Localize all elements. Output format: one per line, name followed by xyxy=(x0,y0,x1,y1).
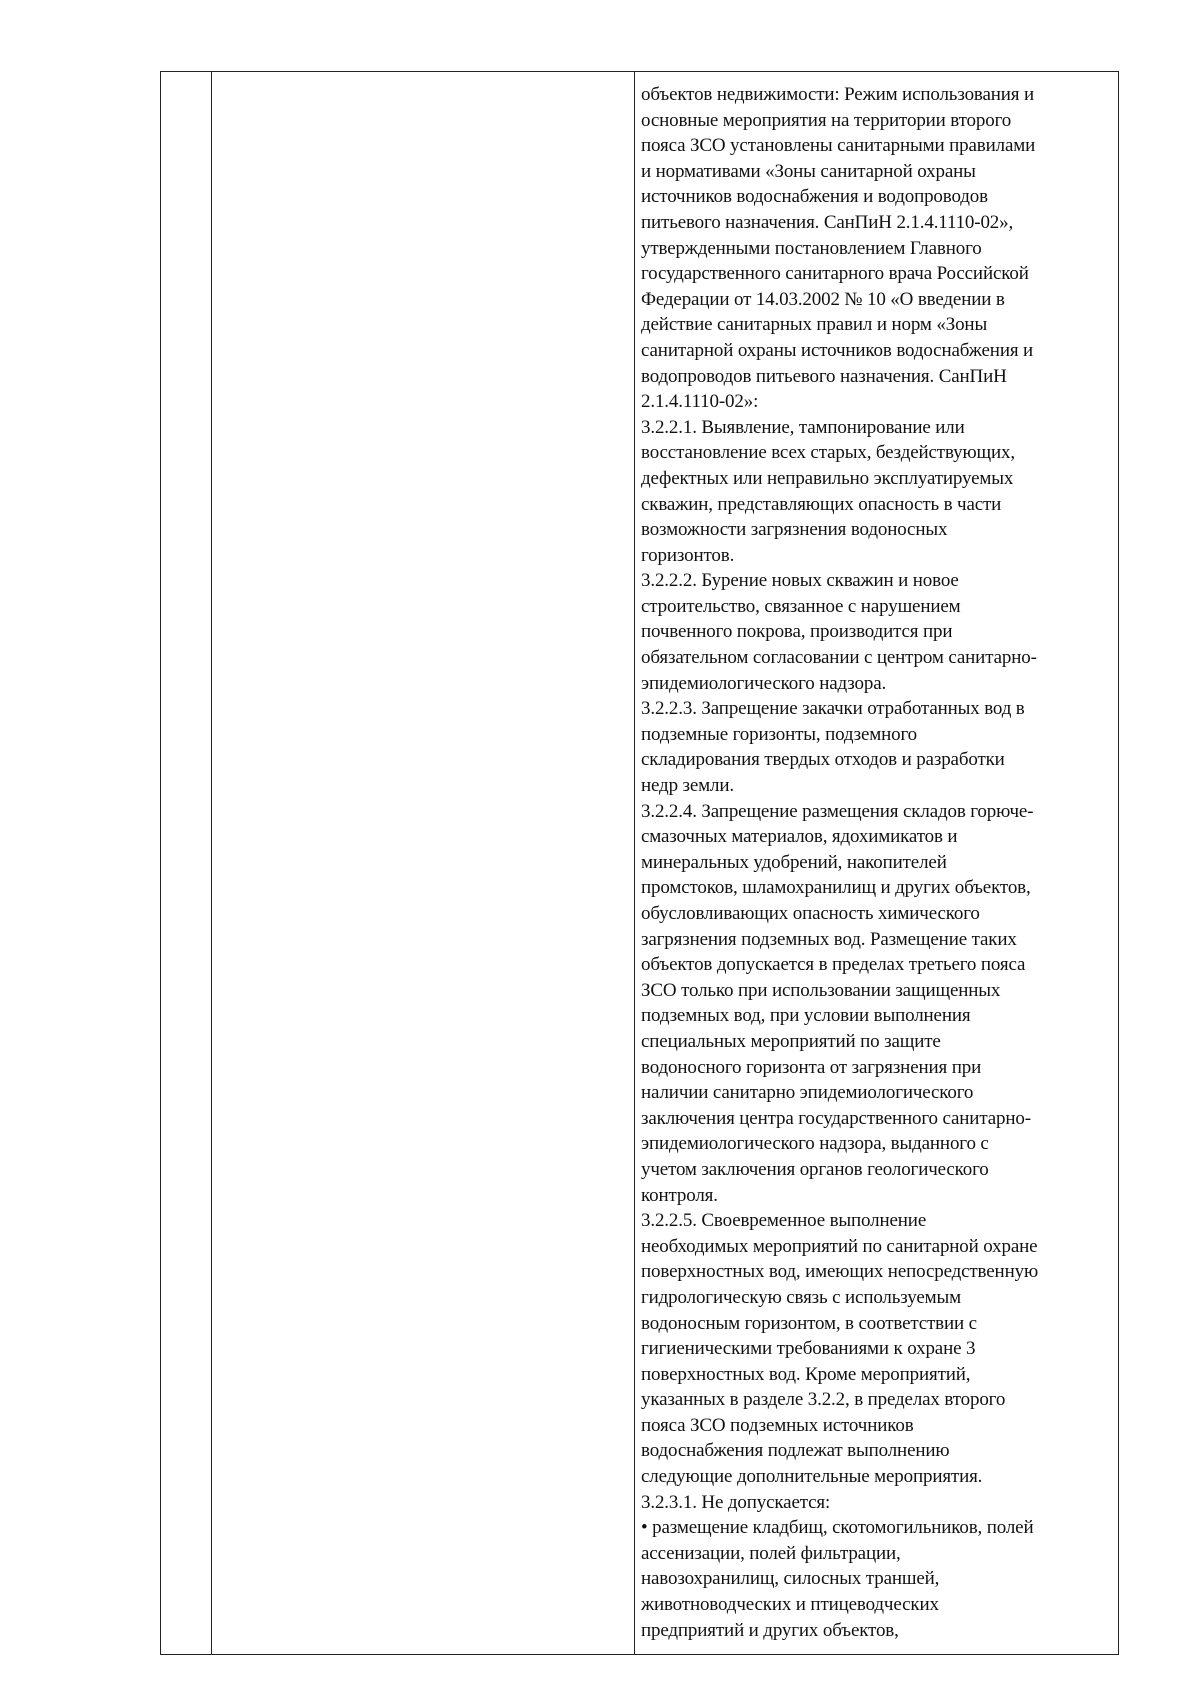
text-line: скважин, представляющих опасность в части xyxy=(641,493,1002,515)
text-line: гигиеническими требованиями к охране 3 xyxy=(641,1338,976,1360)
text-line: утвержденными постановлением Главного xyxy=(641,237,982,259)
text-line: и нормативами «Зоны санитарной охраны xyxy=(641,160,976,182)
text-line: загрязнения подземных вод. Размещение таких xyxy=(641,928,1017,950)
text-line: гидрологическую связь с используемым xyxy=(641,1286,961,1308)
text-line: необходимых мероприятий по санитарной охране xyxy=(641,1235,1038,1257)
text-line: основные мероприятия на территории второго xyxy=(641,109,1012,131)
text-line: санитарной охраны источников водоснабжения и xyxy=(641,339,1034,361)
text-line: объектов недвижимости: Режим использования и xyxy=(641,84,1035,105)
text-line: питьевого назначения. СанПиН 2.1.4.1110-02», xyxy=(641,211,1014,233)
text-line: объектов допускается в пределах третьего пояса xyxy=(641,954,1026,976)
text-line: действие санитарных правил и норм «Зоны xyxy=(641,314,988,336)
text-line: дефектных или неправильно эксплуатируемых xyxy=(641,467,1014,489)
text-line: ассенизации, полей фильтрации, xyxy=(641,1542,901,1564)
text-line: заключения центра государственного санитарно- xyxy=(641,1107,1031,1129)
text-line: водоносного горизонта от загрязнения при xyxy=(641,1056,982,1078)
text-line: минеральных удобрений, накопителей xyxy=(641,851,947,873)
text-line: 3.2.2.4. Запрещение размещения складов горюче- xyxy=(641,800,1034,822)
text-line: ЗСО только при использовании защищенных xyxy=(641,979,1001,1001)
text-line: возможности загрязнения водоносных xyxy=(641,519,948,541)
text-line: предприятий и других объектов, xyxy=(641,1619,899,1641)
text-line: специальных мероприятий по защите xyxy=(641,1030,941,1052)
text-line: обязательном согласовании с центром санитарно- xyxy=(641,647,1037,669)
text-line: эпидемиологического надзора, выданного с xyxy=(641,1133,989,1155)
text-line: 3.2.2.2. Бурение новых скважин и новое xyxy=(641,570,959,592)
text-line: пояса ЗСО установлены санитарными правилами xyxy=(641,135,1036,157)
text-line: эпидемиологического надзора. xyxy=(641,672,887,694)
text-line: подземные горизонты, подземного xyxy=(641,723,918,745)
text-line: 2.1.4.1110-02»: xyxy=(641,391,759,413)
text-line: Федерации от 14.03.2002 № 10 «О введении в xyxy=(641,288,1005,310)
document-table xyxy=(160,71,1119,1655)
text-line: навозохранилищ, силосных траншей, xyxy=(641,1568,940,1590)
text-line: поверхностных вод, имеющих непосредственную xyxy=(641,1261,1038,1283)
text-line: водоносным горизонтом, в соответствии с xyxy=(641,1312,977,1334)
text-line: учетом заключения органов геологического xyxy=(641,1158,989,1180)
text-line: пояса ЗСО подземных источников xyxy=(641,1414,914,1436)
text-line: следующие дополнительные мероприятия. xyxy=(641,1466,983,1488)
text-line: водоснабжения подлежат выполнению xyxy=(641,1440,950,1462)
text-line: подземных вод, при условии выполнения xyxy=(641,1005,971,1027)
text-line: восстановление всех старых, бездействующих, xyxy=(641,442,1015,464)
text-line: государственного санитарного врача Российской xyxy=(641,263,1029,285)
text-line: складирования твердых отходов и разработки xyxy=(641,749,1005,771)
text-line: животноводческих и птицеводческих xyxy=(641,1594,939,1616)
text-line: водопроводов питьевого назначения. СанПиН xyxy=(641,365,1007,387)
text-line: • размещение кладбищ, скотомогильников, полей xyxy=(641,1517,1034,1539)
text-line: горизонтов. xyxy=(641,544,735,566)
text-line: смазочных материалов, ядохимикатов и xyxy=(641,826,958,848)
text-line: 3.2.2.1. Выявление, тампонирование или xyxy=(641,416,965,438)
text-line: поверхностных вод. Кроме мероприятий, xyxy=(641,1363,971,1385)
text-line: источников водоснабжения и водопроводов xyxy=(641,186,988,208)
text-line: наличии санитарно эпидемиологического xyxy=(641,1082,974,1104)
table-cell-number xyxy=(161,72,212,1654)
text-line: промстоков, шламохранилищ и других объектов, xyxy=(641,877,1031,899)
table-cell-description xyxy=(635,72,1118,1654)
text-line: 3.2.2.3. Запрещение закачки отработанных вод в xyxy=(641,698,1025,720)
text-line: строительство, связанное с нарушением xyxy=(641,595,961,617)
text-line: 3.2.2.5. Своевременное выполнение xyxy=(641,1210,927,1232)
text-line: 3.2.3.1. Не допускается: xyxy=(641,1491,831,1513)
text-line: недр земли. xyxy=(641,775,734,797)
text-line: обусловливающих опасность химического xyxy=(641,903,980,924)
text-line: контроля. xyxy=(641,1184,718,1206)
table-cell-name xyxy=(212,72,635,1654)
text-line: почвенного покрова, производится при xyxy=(641,621,953,643)
text-line: указанных в разделе 3.2.2, в пределах второго xyxy=(641,1389,1006,1411)
